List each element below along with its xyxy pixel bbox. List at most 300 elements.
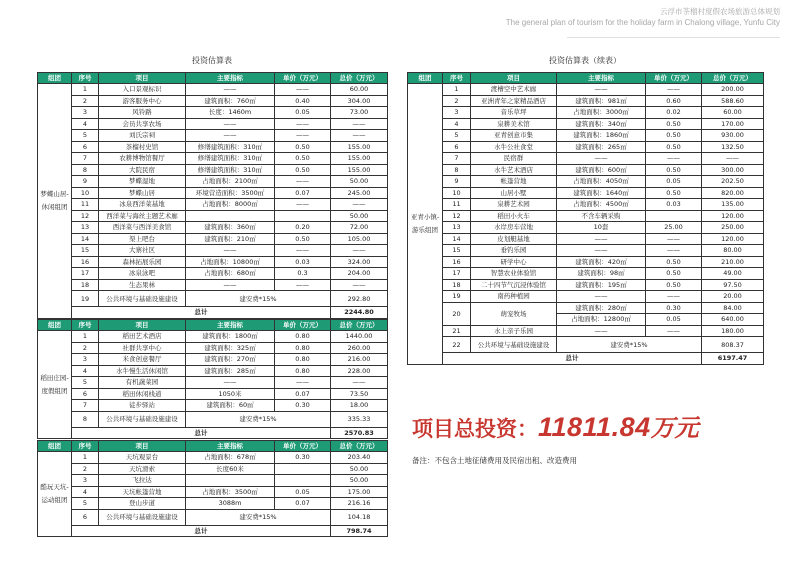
- total-price: 175.00: [331, 486, 388, 498]
- main-metric: 3088m: [186, 498, 275, 510]
- project-name: 风铃路: [99, 107, 186, 119]
- project-name: 水牛慢生活休闲馆: [99, 365, 186, 377]
- total-price: 228.00: [331, 365, 388, 377]
- table-row: [408, 107, 764, 119]
- project-name: 水牛公社食堂: [471, 141, 557, 153]
- unit-price: [275, 463, 331, 475]
- table-row: [38, 486, 388, 498]
- total-price: 49.00: [702, 268, 764, 280]
- project-name: 研学中心: [471, 256, 557, 268]
- unit-price: 0.60: [646, 95, 702, 107]
- project-name: 公共环境与基础设施建设: [99, 411, 186, 427]
- project-name: 入口景观标识: [99, 84, 186, 96]
- total-row: [38, 525, 388, 537]
- main-metric: ——: [186, 279, 275, 291]
- unit-price: [275, 210, 331, 222]
- total-price: 930.00: [702, 130, 764, 142]
- main-metric: 建安费*15%: [186, 291, 331, 307]
- column-header-total-price: 总价（万元）: [702, 73, 764, 84]
- table-row: [38, 84, 388, 96]
- main-metric: ——: [557, 291, 646, 303]
- unit-price: 0.30: [275, 400, 331, 412]
- total-value: 2570.83: [331, 427, 388, 439]
- unit-price: 0.05: [646, 176, 702, 188]
- table-row: [408, 325, 764, 337]
- unit-price: 0.50: [646, 130, 702, 142]
- table-row: [408, 233, 764, 245]
- investment-table-group-2: [37, 319, 388, 439]
- total-price: 105.00: [331, 233, 388, 245]
- project-name: 南药种植园: [471, 291, 557, 303]
- unit-price: 0.50: [275, 164, 331, 176]
- row-number: 5: [443, 130, 471, 142]
- group-name-line2: 度假组团: [41, 386, 68, 395]
- group-name-line1: 梦蝶山居-: [40, 189, 69, 198]
- row-number: 9: [443, 176, 471, 188]
- project-name: 米食创意餐厅: [99, 354, 186, 366]
- project-name: 徒步驿站: [99, 400, 186, 412]
- total-label: 总计: [443, 353, 702, 365]
- main-metric: ——: [186, 377, 275, 389]
- infrastructure-row: [38, 411, 388, 427]
- total-price: 250.00: [702, 222, 764, 234]
- total-label: 总计: [72, 525, 331, 537]
- table-row: [408, 279, 764, 291]
- main-metric: 环境营造面积：3500㎡: [186, 187, 275, 199]
- column-header-item: 项目: [99, 320, 186, 331]
- project-name: 亚洲青年之家精品酒店: [471, 95, 557, 107]
- table-row: [38, 245, 388, 257]
- total-price: 97.50: [702, 279, 764, 291]
- project-name: 音乐草坪: [471, 107, 557, 119]
- table-row: [38, 187, 388, 199]
- main-metric: 建筑面积：360㎡: [186, 222, 275, 234]
- project-name: 帐篷营地: [471, 176, 557, 188]
- table-row: [408, 153, 764, 165]
- total-price: ——: [331, 199, 388, 211]
- table-row: [38, 199, 388, 211]
- main-metric: 修缮建筑面积：310㎡: [186, 141, 275, 153]
- unit-price: ——: [275, 279, 331, 291]
- total-price: 120.00: [702, 233, 764, 245]
- unit-price: 0.50: [646, 118, 702, 130]
- row-number: 12: [72, 210, 99, 222]
- project-name: 民宿群: [471, 153, 557, 165]
- unit-price: ——: [646, 233, 702, 245]
- row-number: 10: [72, 187, 99, 199]
- table-row: [38, 498, 388, 510]
- row-number: 6: [72, 141, 99, 153]
- unit-price: ——: [275, 245, 331, 257]
- project-name: 稻田小火车: [471, 210, 557, 222]
- total-price: 60.00: [331, 84, 388, 96]
- total-price: ——: [331, 118, 388, 130]
- total-row: [38, 427, 388, 439]
- main-metric: 建筑面积：1860㎡: [557, 130, 646, 142]
- group-name-line2: 游乐组团: [412, 225, 438, 234]
- main-metric: ——: [186, 84, 275, 96]
- row-number: 16: [443, 256, 471, 268]
- investment-table-group-1: [37, 72, 388, 319]
- table-row: [408, 245, 764, 257]
- total-price: 50.00: [331, 463, 388, 475]
- main-metric: ——: [557, 325, 646, 337]
- row-number: 2: [443, 95, 471, 107]
- table-row: [408, 222, 764, 234]
- table-row: [38, 400, 388, 412]
- total-price: 84.00: [702, 302, 764, 314]
- row-number: 4: [443, 118, 471, 130]
- unit-price: [275, 475, 331, 487]
- row-number: 8: [72, 411, 99, 427]
- project-name: 生态果林: [99, 279, 186, 291]
- investment-table-group-3: [37, 440, 388, 537]
- unit-price: 0.80: [275, 331, 331, 343]
- table-row: [38, 377, 388, 389]
- group-name: [38, 452, 72, 537]
- main-metric: 建筑面积：760㎡: [186, 95, 275, 107]
- unit-price: 0.07: [275, 187, 331, 199]
- main-metric: 建安费*15%: [557, 337, 702, 353]
- column-header-item: 项目: [99, 73, 186, 84]
- table-row: [38, 365, 388, 377]
- unit-price: 0.30: [275, 452, 331, 464]
- column-header-total-price: 总价（万元）: [331, 320, 388, 331]
- unit-price: ——: [646, 291, 702, 303]
- project-name: 有机蔬菜园: [99, 377, 186, 389]
- total-price: 60.00: [702, 107, 764, 119]
- row-number: 12: [443, 210, 471, 222]
- table-header-row: [38, 320, 388, 331]
- unit-price: ——: [646, 84, 702, 96]
- project-name: 茶榴村史馆: [99, 141, 186, 153]
- column-header-no: 序号: [72, 320, 99, 331]
- row-number: 17: [72, 268, 99, 280]
- project-name: 泉耕美术馆: [471, 118, 557, 130]
- total-price: 73.00: [331, 107, 388, 119]
- row-number: 4: [72, 486, 99, 498]
- column-header-metric: 主要指标: [557, 73, 646, 84]
- project-name: 大院民宿: [99, 164, 186, 176]
- row-number: 5: [72, 498, 99, 510]
- row-number: 2: [72, 342, 99, 354]
- unit-price: 0.50: [646, 279, 702, 291]
- group-name-line1: 稻田庄园-: [40, 373, 69, 382]
- table-row: [38, 95, 388, 107]
- main-metric: 占地面积：12800㎡: [557, 314, 646, 326]
- row-number: 22: [443, 337, 471, 353]
- total-price: ——: [331, 279, 388, 291]
- main-metric: 建筑面积：600㎡: [557, 164, 646, 176]
- unit-price: ——: [275, 377, 331, 389]
- main-metric: 建筑面积：60㎡: [186, 400, 275, 412]
- unit-price: 0.05: [646, 314, 702, 326]
- project-name: 二十四节气沉浸体验馆: [471, 279, 557, 291]
- unit-price: 25.00: [646, 222, 702, 234]
- table-row: [38, 107, 388, 119]
- project-name: 公共环境与基础设施建设: [99, 509, 186, 525]
- row-number: 19: [72, 291, 99, 307]
- table-row: [38, 210, 388, 222]
- unit-price: ——: [275, 84, 331, 96]
- total-price: 72.00: [331, 222, 388, 234]
- unit-price: 0.50: [646, 268, 702, 280]
- table-row: [38, 463, 388, 475]
- row-number: 6: [443, 141, 471, 153]
- table-row: [408, 302, 764, 314]
- unit-price: 0.03: [275, 256, 331, 268]
- row-number: 1: [72, 452, 99, 464]
- row-number: 16: [72, 256, 99, 268]
- main-metric: 占地面积：3000㎡: [557, 107, 646, 119]
- unit-price: ——: [646, 245, 702, 257]
- total-price: 50.00: [331, 475, 388, 487]
- project-name: 天坑滑索: [99, 463, 186, 475]
- total-price: 200.00: [702, 84, 764, 96]
- project-name: 大寨社区: [99, 245, 186, 257]
- unit-price: 0.50: [646, 256, 702, 268]
- column-header-item: 项目: [471, 73, 557, 84]
- total-investment-label: 项目总投资：: [412, 417, 538, 441]
- table-row: [408, 141, 764, 153]
- row-number: 17: [443, 268, 471, 280]
- unit-price: 0.07: [275, 498, 331, 510]
- row-number: 3: [443, 107, 471, 119]
- table-row: [38, 222, 388, 234]
- total-price: 292.80: [331, 291, 388, 307]
- total-price: 155.00: [331, 164, 388, 176]
- row-number: 3: [72, 107, 99, 119]
- project-name: 冰泉泳吧: [99, 268, 186, 280]
- main-metric: 不含车辆采购: [557, 210, 646, 222]
- main-metric: [186, 210, 275, 222]
- main-metric: 长度60米: [186, 463, 275, 475]
- project-name: 公共环境与基础设施建设: [99, 291, 186, 307]
- table-row: [38, 176, 388, 188]
- main-metric: 长度：1460m: [186, 107, 275, 119]
- investment-table-continued: [407, 72, 764, 365]
- row-number: 9: [72, 176, 99, 188]
- main-metric: 占地面积：4500㎡: [557, 199, 646, 211]
- main-metric: 修缮建筑面积：310㎡: [186, 164, 275, 176]
- main-metric: 建筑面积：1640㎡: [557, 187, 646, 199]
- infrastructure-row: [38, 509, 388, 525]
- row-number: 20: [443, 302, 471, 325]
- total-price: 120.00: [702, 210, 764, 222]
- total-price: 300.00: [702, 164, 764, 176]
- row-number: 1: [443, 84, 471, 96]
- column-header-no: 序号: [443, 73, 471, 84]
- row-number: 13: [72, 222, 99, 234]
- document-header: [506, 6, 780, 29]
- total-price: 204.00: [331, 268, 388, 280]
- table-row: [408, 256, 764, 268]
- project-name: 梦蝶湿地: [99, 176, 186, 188]
- project-name: 西洋菜与海丝主题艺术廊: [99, 210, 186, 222]
- infrastructure-row: [38, 291, 388, 307]
- total-price: 216.16: [331, 498, 388, 510]
- row-number: 6: [72, 509, 99, 525]
- row-number: 1: [72, 84, 99, 96]
- row-number: 7: [72, 400, 99, 412]
- main-metric: 占地面积：10800㎡: [186, 256, 275, 268]
- table-row: [38, 354, 388, 366]
- project-name: 西洋菜与西洋美食馆: [99, 222, 186, 234]
- row-number: 3: [72, 475, 99, 487]
- main-metric: 建筑面积：270㎡: [186, 354, 275, 366]
- main-metric: 占地面积：680㎡: [186, 268, 275, 280]
- unit-price: 0.30: [646, 302, 702, 314]
- remark-note: 备注：不包含土地征储费用及民宿出租、改造费用: [412, 456, 577, 465]
- total-price: 155.00: [331, 153, 388, 165]
- total-price: 820.00: [702, 187, 764, 199]
- total-price: 132.50: [702, 141, 764, 153]
- unit-price: 0.50: [275, 153, 331, 165]
- table-row: [408, 95, 764, 107]
- main-metric: 建安费*15%: [186, 411, 331, 427]
- main-metric: 建筑面积：1800㎡: [186, 331, 275, 343]
- column-header-unit-price: 单价（万元）: [275, 320, 331, 331]
- table-row: [408, 210, 764, 222]
- unit-price: ——: [275, 130, 331, 142]
- total-investment-unit: 万元: [650, 414, 699, 442]
- main-metric: 建筑面积：265㎡: [557, 141, 646, 153]
- table-row: [38, 233, 388, 245]
- project-name: 稻田休闲栈道: [99, 388, 186, 400]
- total-price: 155.00: [331, 141, 388, 153]
- total-investment-amount: 11811.84: [538, 412, 651, 442]
- project-name: 渡槽空中艺术廊: [471, 84, 557, 96]
- table-row: [38, 130, 388, 142]
- project-name: 泉耕艺术园: [471, 199, 557, 211]
- project-name: 农耕博物馆餐厅: [99, 153, 186, 165]
- group-name-line1: 酷玩天坑-: [40, 483, 69, 491]
- table-row: [38, 164, 388, 176]
- project-name: 水上亲子乐园: [471, 325, 557, 337]
- row-number: 5: [72, 130, 99, 142]
- total-row: [38, 307, 388, 319]
- left-table-title: 投资估算表: [192, 56, 232, 65]
- table-header-row: [38, 441, 388, 452]
- column-header-metric: 主要指标: [186, 73, 275, 84]
- project-name: 亚青创意市集: [471, 130, 557, 142]
- total-price: 73.50: [331, 388, 388, 400]
- total-value: 798.74: [331, 525, 388, 537]
- main-metric: ——: [186, 130, 275, 142]
- column-header-group: 组团: [408, 73, 443, 84]
- unit-price: 0.05: [275, 486, 331, 498]
- group-name-line1: 亚青小镇-: [410, 212, 440, 221]
- row-number: 2: [72, 95, 99, 107]
- main-metric: ——: [557, 233, 646, 245]
- table-row: [408, 118, 764, 130]
- group-name-line2: 运动组团: [41, 496, 68, 504]
- column-header-group: 组团: [38, 320, 72, 331]
- unit-price: [646, 210, 702, 222]
- unit-price: ——: [275, 118, 331, 130]
- project-name: 垂钓乐园: [471, 245, 557, 257]
- table-row: [38, 268, 388, 280]
- main-metric: 建筑面积：325㎡: [186, 342, 275, 354]
- project-name: 皮划艇基地: [471, 233, 557, 245]
- table-header-row: [38, 73, 388, 84]
- project-total-investment: [412, 408, 699, 443]
- project-name: 社群共享中心: [99, 342, 186, 354]
- main-metric: 建筑面积：210㎡: [186, 233, 275, 245]
- project-name: 水岸房车营地: [471, 222, 557, 234]
- main-metric: 占地面积：8000㎡: [186, 199, 275, 211]
- unit-price: 0.07: [275, 388, 331, 400]
- column-header-metric: 主要指标: [186, 441, 275, 452]
- table-row: [38, 475, 388, 487]
- total-price: 260.00: [331, 342, 388, 354]
- total-price: 202.50: [702, 176, 764, 188]
- total-price: 135.00: [702, 199, 764, 211]
- group-name: [38, 84, 72, 319]
- header-divider: [567, 37, 780, 38]
- column-header-unit-price: 单价（万元）: [275, 73, 331, 84]
- total-price: 808.37: [702, 337, 764, 353]
- main-metric: ——: [557, 153, 646, 165]
- group-name-line2: 休闲组团: [41, 202, 68, 211]
- total-price: 170.00: [702, 118, 764, 130]
- total-price: ——: [331, 377, 388, 389]
- column-header-metric: 主要指标: [186, 320, 275, 331]
- unit-price: 0.20: [275, 222, 331, 234]
- table-row: [408, 130, 764, 142]
- column-header-group: 组团: [38, 441, 72, 452]
- row-number: 19: [443, 291, 471, 303]
- project-name: 萌宠牧场: [471, 302, 557, 325]
- project-name: 游客服务中心: [99, 95, 186, 107]
- main-metric: 占地面积：678㎡: [186, 452, 275, 464]
- total-price: 304.00: [331, 95, 388, 107]
- total-price: 640.00: [702, 314, 764, 326]
- project-name: 刘氏宗祠: [99, 130, 186, 142]
- total-price: 324.00: [331, 256, 388, 268]
- main-metric: 建筑面积：195㎡: [557, 279, 646, 291]
- project-name: 山居小墅: [471, 187, 557, 199]
- total-label: 总计: [72, 307, 331, 319]
- unit-price: 0.40: [275, 95, 331, 107]
- unit-price: 0.05: [275, 107, 331, 119]
- infrastructure-row: [408, 337, 764, 353]
- total-price: 210.00: [702, 256, 764, 268]
- column-header-no: 序号: [72, 73, 99, 84]
- unit-price: 0.3: [275, 268, 331, 280]
- project-name: 公共环境与基础设施建设: [471, 337, 557, 353]
- project-name: 稻田艺术酒店: [99, 331, 186, 343]
- column-header-item: 项目: [99, 441, 186, 452]
- unit-price: 0.80: [275, 365, 331, 377]
- total-price: 216.00: [331, 354, 388, 366]
- unit-price: 0.50: [275, 233, 331, 245]
- row-number: 18: [72, 279, 99, 291]
- group-name: [38, 331, 72, 439]
- unit-price: 0.50: [646, 164, 702, 176]
- unit-price: 0.02: [646, 107, 702, 119]
- column-header-group: 组团: [38, 73, 72, 84]
- total-price: ——: [331, 130, 388, 142]
- main-metric: 10套: [557, 222, 646, 234]
- project-name: 智慧农业体验馆: [471, 268, 557, 280]
- project-name: 水牛艺术酒店: [471, 164, 557, 176]
- row-number: 10: [443, 187, 471, 199]
- project-name: 森林拓展乐园: [99, 256, 186, 268]
- column-header-unit-price: 单价（万元）: [275, 441, 331, 452]
- total-price: 245.00: [331, 187, 388, 199]
- column-header-no: 序号: [72, 441, 99, 452]
